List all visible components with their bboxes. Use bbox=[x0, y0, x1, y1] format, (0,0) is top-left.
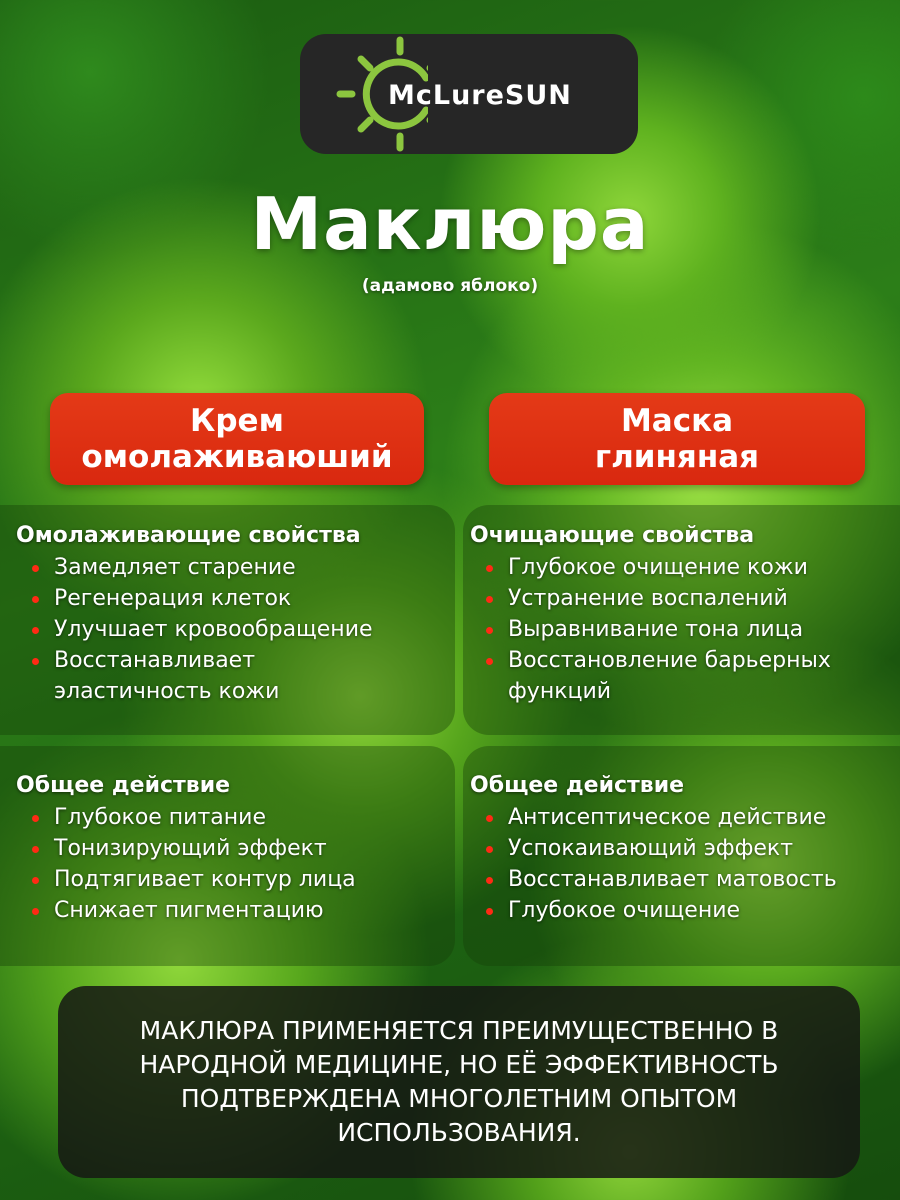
list-item-continuation: функций bbox=[508, 679, 612, 704]
product-label-line2: омолаживаюший bbox=[81, 439, 393, 475]
section-title: Общее действие bbox=[470, 773, 685, 798]
list-item: Подтягивает контур лица bbox=[16, 864, 356, 895]
list-item: Антисептическое действие bbox=[470, 802, 837, 833]
list-item: Выравнивание тона лица bbox=[470, 614, 831, 645]
list-item: Глубокое питание bbox=[16, 802, 356, 833]
brand-name: McLureSUN bbox=[388, 80, 572, 111]
product-badge-cream bbox=[50, 393, 424, 485]
list-item: Снижает пигментацию bbox=[16, 895, 356, 926]
page-title: Маклюра bbox=[250, 182, 650, 266]
list-item: Устранение воспалений bbox=[470, 583, 831, 614]
list-item: Замедляет старение bbox=[16, 552, 373, 583]
info-note-text: МАКЛЮРА ПРИМЕНЯЕТСЯ ПРЕИМУЩЕСТВЕННО В НАРОДНОЙ МЕДИЦИНЕ, НО ЕЁ ЭФФЕКТИВНОСТЬ ПОДТВЕРЖДЕНА МНОГОЛЕТНИМ ОПЫТОМ ИСПОЛЬЗОВАНИЯ. bbox=[139, 1016, 779, 1147]
feature-list bbox=[470, 552, 831, 676]
list-item: Глубокое очищение кожи bbox=[470, 552, 831, 583]
page-subtitle: (адамово яблоко) bbox=[361, 276, 539, 296]
product-label-line1: Крем bbox=[190, 403, 284, 439]
section-title: Очищающие свойства bbox=[470, 523, 755, 548]
list-item: Восстановление барьерных bbox=[470, 645, 831, 676]
product-label-line2: глиняная bbox=[594, 439, 760, 475]
list-item: Тонизирующий эффект bbox=[16, 833, 356, 864]
feature-list bbox=[470, 802, 837, 926]
list-item: Восстанавливает bbox=[16, 645, 373, 676]
list-item: Улучшает кровообращение bbox=[16, 614, 373, 645]
info-note bbox=[58, 986, 860, 1178]
feature-list bbox=[16, 802, 356, 926]
product-badge-mask bbox=[489, 393, 865, 485]
list-item: Восстанавливает матовость bbox=[470, 864, 837, 895]
section-title: Общее действие bbox=[16, 773, 231, 798]
product-label-line1: Маска bbox=[620, 403, 734, 439]
brand-logo bbox=[300, 34, 638, 154]
list-item: Глубокое очищение bbox=[470, 895, 837, 926]
feature-list bbox=[16, 552, 373, 676]
section-title: Омолаживающие свойства bbox=[16, 523, 361, 548]
list-item: Регенерация клеток bbox=[16, 583, 373, 614]
list-item: Успокаивающий эффект bbox=[470, 833, 837, 864]
list-item-continuation: эластичность кожи bbox=[54, 679, 280, 704]
